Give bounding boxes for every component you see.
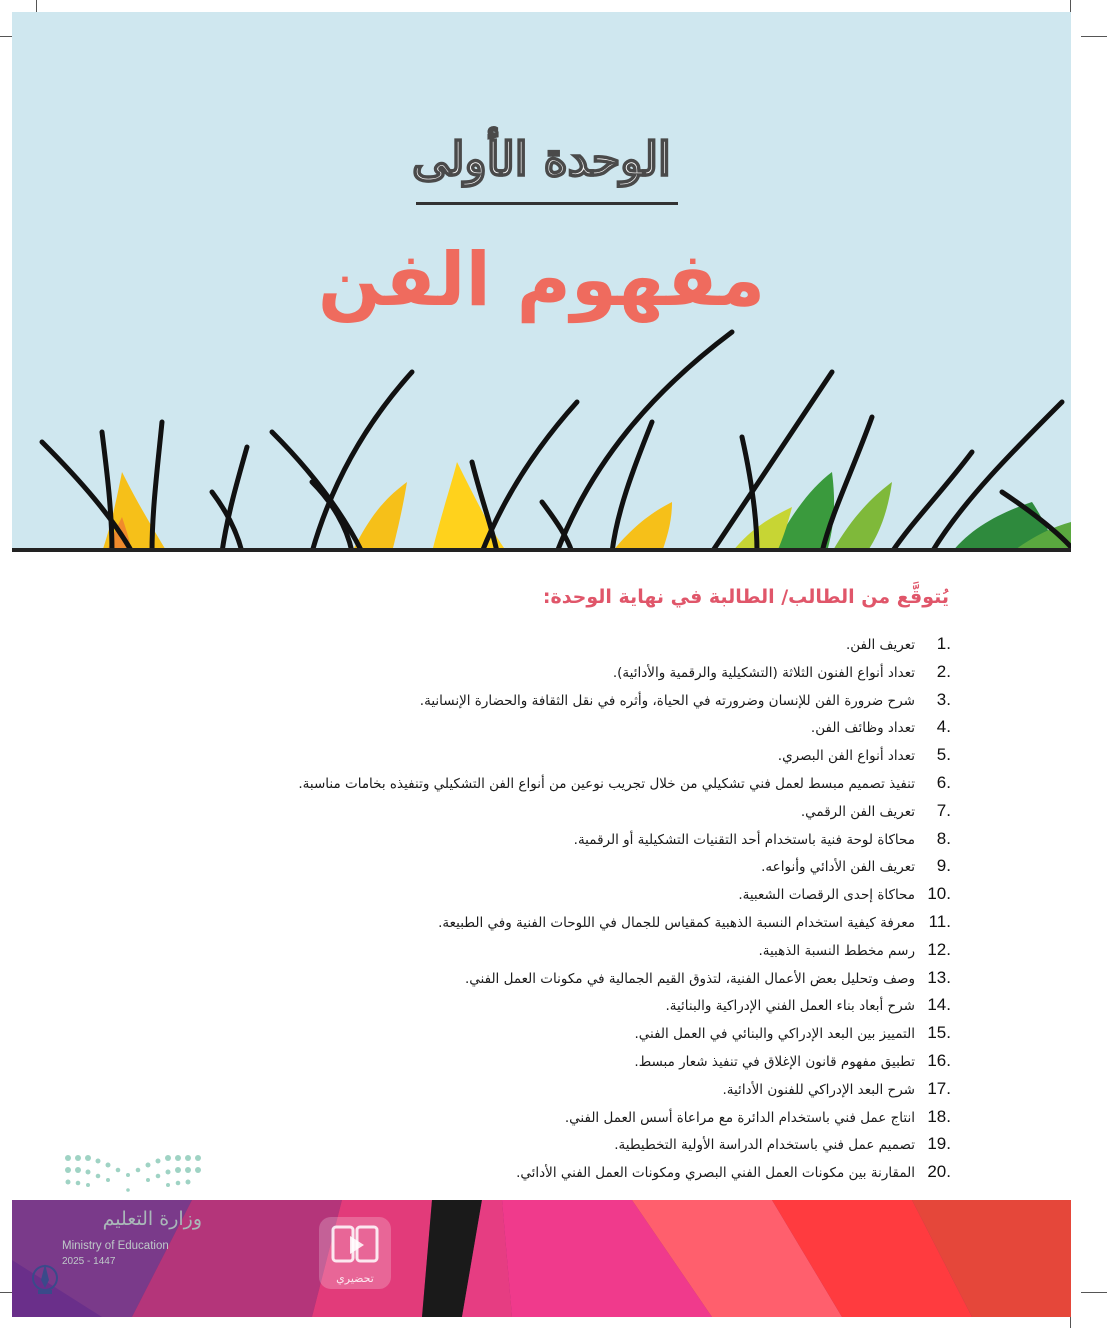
grass-illustration — [12, 312, 1071, 552]
objective-number: .10 — [927, 884, 951, 904]
objective-number: .16 — [927, 1050, 951, 1070]
objective-number: .3 — [936, 689, 951, 709]
objective-item — [298, 1103, 951, 1131]
objective-number: .8 — [936, 828, 951, 848]
objectives-heading: يُتوقَّع من الطالب/ الطالبة في نهاية الوحدة: — [542, 586, 949, 608]
objectives-list — [298, 630, 951, 1186]
objective-number: .5 — [936, 745, 951, 765]
unit-cover-banner — [12, 12, 1071, 552]
objective-item — [298, 936, 951, 964]
unit-subtitle: مفهوم الفن — [317, 237, 766, 323]
objective-item — [298, 1130, 951, 1158]
objective-text: تنفيذ تصميم مبسط لعمل فني تشكيلي من خلال تجريب نوعين من أنواع الفن التشكيلي وتنفيذه بخامات مناسبة. — [298, 775, 915, 792]
objective-item — [298, 658, 951, 686]
pen-emblem-icon — [32, 1258, 58, 1298]
objective-item — [298, 713, 951, 741]
ministry-edition-years: 2025 - 1447 — [62, 1256, 116, 1267]
objective-number: .11 — [928, 911, 951, 931]
book-page — [12, 12, 1071, 1317]
objective-item — [298, 741, 951, 769]
watermark-label: تحضيري — [336, 1272, 374, 1285]
crop-mark — [1081, 1292, 1107, 1293]
objective-item — [298, 825, 951, 853]
objective-text: انتاج عمل فني باستخدام الدائرة مع مراعاة أسس العمل الفني. — [564, 1109, 915, 1126]
objective-text: تعريف الفن الأدائي وأنواعه. — [761, 859, 915, 876]
objective-item — [298, 880, 951, 908]
objective-item — [298, 797, 951, 825]
objective-number: .19 — [927, 1134, 951, 1154]
objective-item — [298, 769, 951, 797]
objective-text: محاكاة إحدى الرقصات الشعبية. — [738, 887, 915, 904]
objective-number: .15 — [927, 1023, 951, 1043]
objective-item — [298, 1047, 951, 1075]
watermark-badge — [319, 1217, 391, 1289]
objective-text: شرح البعد الإدراكي للفنون الأدائية. — [722, 1081, 915, 1098]
objective-item — [298, 1019, 951, 1047]
objective-number: .18 — [927, 1106, 951, 1126]
objective-text: تعداد أنواع الفن البصري. — [777, 748, 915, 765]
objective-number: .17 — [927, 1078, 951, 1098]
objective-text: تعداد أنواع الفنون الثلاثة (التشكيلية والرقمية والأدائية). — [612, 664, 915, 681]
ministry-name-english: Ministry of Education — [62, 1240, 169, 1252]
objective-number: .6 — [936, 772, 951, 792]
objective-text: تعريف الفن. — [845, 637, 915, 653]
objective-number: .9 — [936, 856, 951, 876]
crop-mark — [1081, 36, 1107, 37]
objective-item — [298, 686, 951, 714]
moe-logo-dots-icon — [62, 1152, 202, 1196]
objective-number: .1 — [936, 634, 951, 653]
objective-item — [298, 908, 951, 936]
objective-text: معرفة كيفية استخدام النسبة الذهبية كمقياس للجمال في اللوحات الفنية وفي الطبيعة. — [438, 914, 915, 931]
objective-text: محاكاة لوحة فنية باستخدام أحد التقنيات التشكيلية أو الرقمية. — [573, 831, 915, 848]
objective-item — [298, 852, 951, 880]
title-divider — [416, 202, 678, 205]
learning-objectives — [12, 552, 1071, 1202]
objective-item — [298, 1158, 951, 1186]
objective-item — [298, 964, 951, 992]
objective-number: .4 — [936, 717, 951, 737]
objective-text: رسم مخطط النسبة الذهبية. — [758, 942, 915, 959]
objective-number: .7 — [936, 800, 951, 820]
objective-number: .14 — [927, 995, 951, 1015]
objective-number: .2 — [936, 661, 951, 681]
objective-number: .12 — [927, 939, 951, 959]
objective-number: .20 — [927, 1162, 951, 1182]
objective-item — [298, 630, 951, 658]
objective-item — [298, 991, 951, 1019]
objective-text: تصميم عمل فني باستخدام الدراسة الأولية التخطيطية. — [614, 1137, 915, 1154]
objective-text: تطبيق مفهوم قانون الإغلاق في تنفيذ شعار مبسط. — [634, 1053, 915, 1070]
objective-text: شرح أبعاد بناء العمل الفني الإدراكية والبنائية. — [665, 998, 915, 1015]
objective-text: المقارنة بين مكونات العمل الفني البصري ومكونات العمل الفني الأدائي. — [516, 1165, 915, 1182]
objective-text: شرح ضرورة الفن للإنسان وضرورته في الحياة، وأثره في نقل الثقافة والحضارة الإنسانية. — [419, 692, 915, 709]
objective-text: وصف وتحليل بعض الأعمال الفنية، لتذوق القيم الجمالية في مكونات العمل الفني. — [465, 970, 915, 987]
objective-number: .13 — [927, 967, 951, 987]
ministry-name-arabic: وزارة التعليم — [102, 1208, 202, 1230]
ministry-logo — [62, 1152, 212, 1312]
objective-item — [298, 1075, 951, 1103]
unit-title: الوحدة الأولى — [412, 132, 671, 186]
objective-text: تعريف الفن الرقمي. — [800, 803, 915, 820]
objective-text: التمييز بين البعد الإدراكي والبنائي في العمل الفني. — [634, 1026, 915, 1043]
objective-text: تعداد وظائف الفن. — [810, 720, 915, 737]
